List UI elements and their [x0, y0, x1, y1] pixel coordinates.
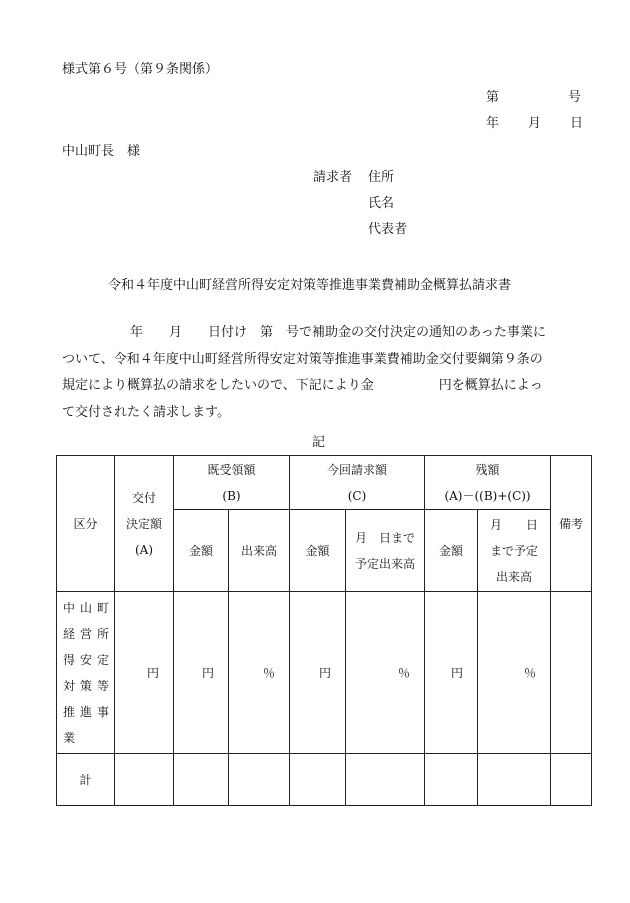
sub-konkai-kingaku: 金額 — [290, 510, 346, 592]
cell-zangaku-yen: 円 — [425, 592, 478, 754]
body-line-1: 年 月 日付け 第 号で補助金の交付決定の通知のあった事業に — [130, 325, 546, 340]
cell-kofu-yen: 円 — [115, 592, 174, 754]
cell-zangaku-pct: ％ — [478, 592, 551, 754]
sub-zangaku-yotei: 月 日 まで予定 出来高 — [478, 510, 551, 592]
requester-address-label: 住所 — [368, 170, 395, 185]
header-kiju: 既受領額 (B) — [174, 456, 290, 510]
sub-kiju-kingaku: 金額 — [174, 510, 229, 592]
total-zangaku-kingaku — [425, 754, 478, 806]
total-label: 計 — [57, 754, 115, 806]
total-zangaku-yotei — [478, 754, 551, 806]
total-konkai-kingaku — [290, 754, 346, 806]
form-label: 様式第６号（第９条関係） — [62, 62, 219, 77]
cell-konkai-pct: ％ — [346, 592, 425, 754]
claim-table — [56, 455, 592, 806]
sub-kiju-dekidaka: 出来高 — [229, 510, 290, 592]
date-year: 年 — [486, 116, 500, 131]
body-line-2: ついて、令和４年度中山町経営所得安定対策等推進事業費補助金交付要綱第９条の — [62, 351, 543, 367]
total-kofu — [115, 754, 174, 806]
document-title: 令和４年度中山町経営所得安定対策等推進事業費補助金概算払請求書 — [108, 278, 512, 293]
cell-kiju-pct: ％ — [229, 592, 290, 754]
doc-number-dai: 第 — [486, 90, 500, 105]
requester-label: 請求者 — [313, 170, 353, 185]
date-month: 月 — [528, 116, 542, 131]
body-line-4: て交付されたく請求します。 — [62, 405, 230, 421]
request-body — [62, 320, 582, 427]
sub-konkai-yotei: 月 日まで 予定出来高 — [346, 510, 425, 592]
row-label-nakayama-project: 中山町 経営所 得安定 対策等 推進事 業 — [57, 592, 115, 754]
requester-representative-label: 代表者 — [368, 222, 408, 237]
cell-biko — [551, 592, 592, 754]
total-kiju-kingaku — [174, 754, 229, 806]
header-zangaku: 残額 (A)－((B)+(C)) — [425, 456, 551, 510]
total-konkai-yotei — [346, 754, 425, 806]
body-line-3: 規定により概算払の請求をしたいので、下記により金 円を概算払によっ — [62, 378, 543, 394]
addressee: 中山町長 様 — [62, 144, 141, 159]
date-day: 日 — [570, 116, 584, 131]
ki-heading: 記 — [312, 435, 326, 450]
sub-zangaku-kingaku: 金額 — [425, 510, 478, 592]
requester-name-label: 氏名 — [368, 196, 395, 211]
doc-number-go: 号 — [568, 90, 582, 105]
total-biko — [551, 754, 592, 806]
header-konkai: 今回請求額 (C) — [290, 456, 425, 510]
total-kiju-dekidaka — [229, 754, 290, 806]
cell-kiju-yen: 円 — [174, 592, 229, 754]
cell-konkai-yen: 円 — [290, 592, 346, 754]
header-biko: 備考 — [551, 456, 592, 592]
header-kofu-kettei: 交付 決定額 (A) — [115, 456, 174, 592]
header-kubun: 区分 — [57, 456, 115, 592]
